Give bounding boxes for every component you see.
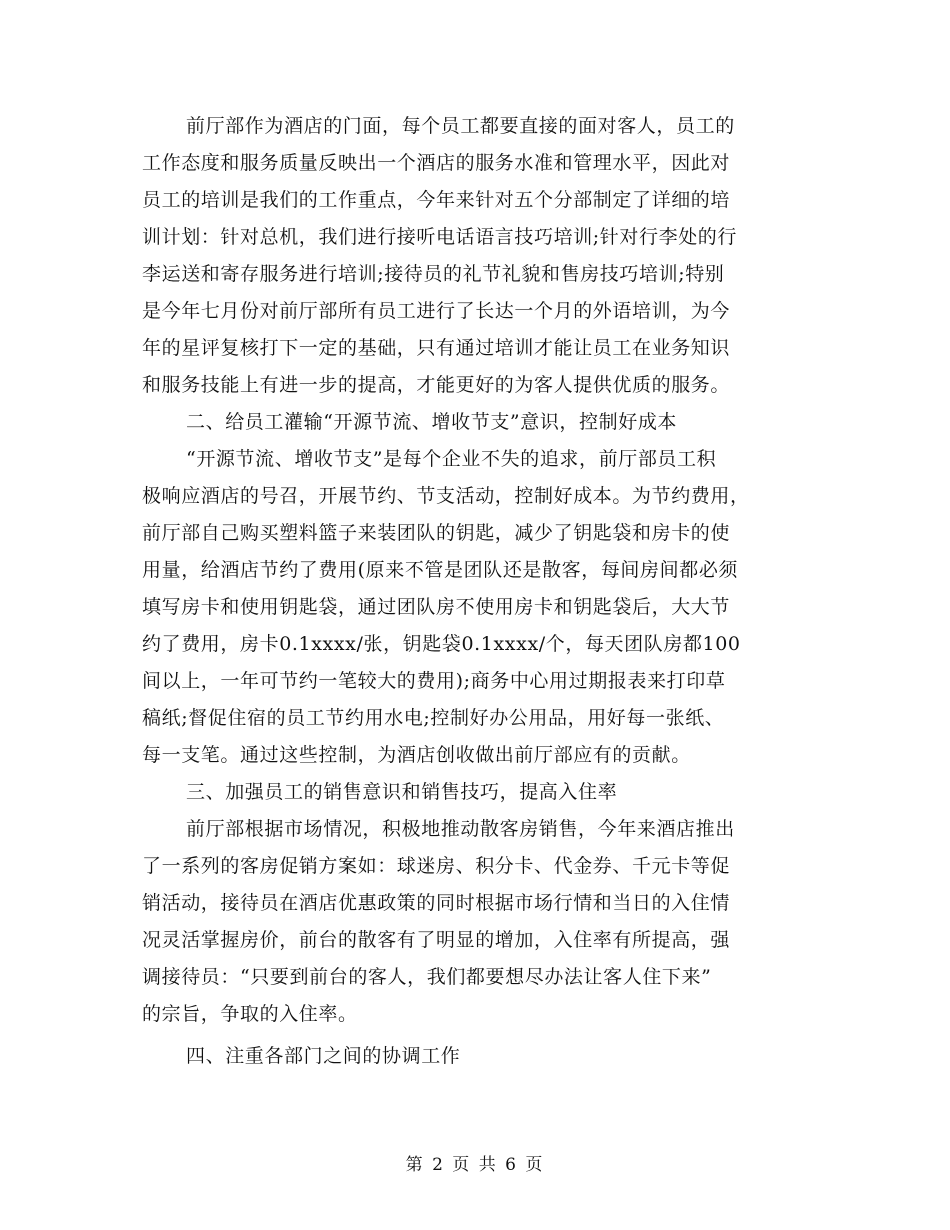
paragraph-line: 用量，给酒店节约了费用(原来不管是团队还是散客，每间房间都必须 [142, 559, 739, 581]
section-heading: 二、给员工灌输“开源节流、增收节支”意识，控制好成本 [186, 411, 678, 433]
paragraph-line: 年的星评复核打下一定的基础，只有通过培训才能让员工在业务知识 [142, 337, 731, 359]
paragraph-line: 的宗旨，争取的入住率。 [142, 1003, 358, 1025]
paragraph-line: “开源节流、增收节支”是每个企业不失的追求，前厅部员工积 [186, 448, 717, 470]
paragraph-line: 了一系列的客房促销方案如：球迷房、积分卡、代金券、千元卡等促 [142, 855, 731, 877]
paragraph-line: 稿纸;督促住宿的员工节约用水电;控制好办公用品，用好每一张纸、 [142, 707, 725, 729]
paragraph-line: 每一支笔。通过这些控制，为酒店创收做出前厅部应有的贡献。 [142, 744, 691, 766]
paragraph-line: 和服务技能上有进一步的提高，才能更好的为客人提供优质的服务。 [142, 374, 731, 396]
paragraph-line: 前厅部自己购买塑料篮子来装团队的钥匙，减少了钥匙袋和房卡的使 [142, 522, 731, 544]
paragraph-line: 工作态度和服务质量反映出一个酒店的服务水准和管理水平，因此对 [142, 152, 731, 174]
paragraph-line: 填写房卡和使用钥匙袋，通过团队房不使用房卡和钥匙袋后，大大节 [142, 596, 731, 618]
paragraph-line: 销活动，接待员在酒店优惠政策的同时根据市场行情和当日的入住情 [142, 892, 731, 914]
paragraph-line: 前厅部作为酒店的门面，每个员工都要直接的面对客人，员工的 [186, 115, 735, 137]
paragraph-line: 李运送和寄存服务进行培训;接待员的礼节礼貌和售房技巧培训;特别 [142, 263, 725, 285]
paragraph-line: 前厅部根据市场情况，积极地推动散客房销售，今年来酒店推出 [186, 818, 735, 840]
page-number-footer: 第 2 页 共 6 页 [405, 1155, 545, 1175]
paragraph-line: 极响应酒店的号召，开展节约、节支活动，控制好成本。为节约费用， [142, 485, 750, 507]
paragraph-line: 间以上，一年可节约一笔较大的费用);商务中心用过期报表来打印草 [142, 670, 726, 692]
paragraph-line: 况灵活掌握房价，前台的散客有了明显的增加，入住率有所提高，强 [142, 929, 731, 951]
document-body [142, 108, 810, 1080]
paragraph-line: 调接待员：“只要到前台的客人，我们都要想尽办法让客人住下来” [142, 966, 712, 988]
paragraph-line: 是今年七月份对前厅部所有员工进行了长达一个月的外语培训，为今 [142, 300, 731, 322]
paragraph-line: 约了费用，房卡0.1xxxx/张，钥匙袋0.1xxxx/个，每天团队房都100 [142, 633, 741, 655]
paragraph-line: 训计划：针对总机，我们进行接听电话语言技巧培训;针对行李处的行 [142, 226, 738, 248]
paragraph-line: 员工的培训是我们的工作重点，今年来针对五个分部制定了详细的培 [142, 189, 731, 211]
section-heading: 三、加强员工的销售意识和销售技巧，提高入住率 [186, 781, 618, 803]
section-heading: 四、注重各部门之间的协调工作 [186, 1045, 461, 1067]
